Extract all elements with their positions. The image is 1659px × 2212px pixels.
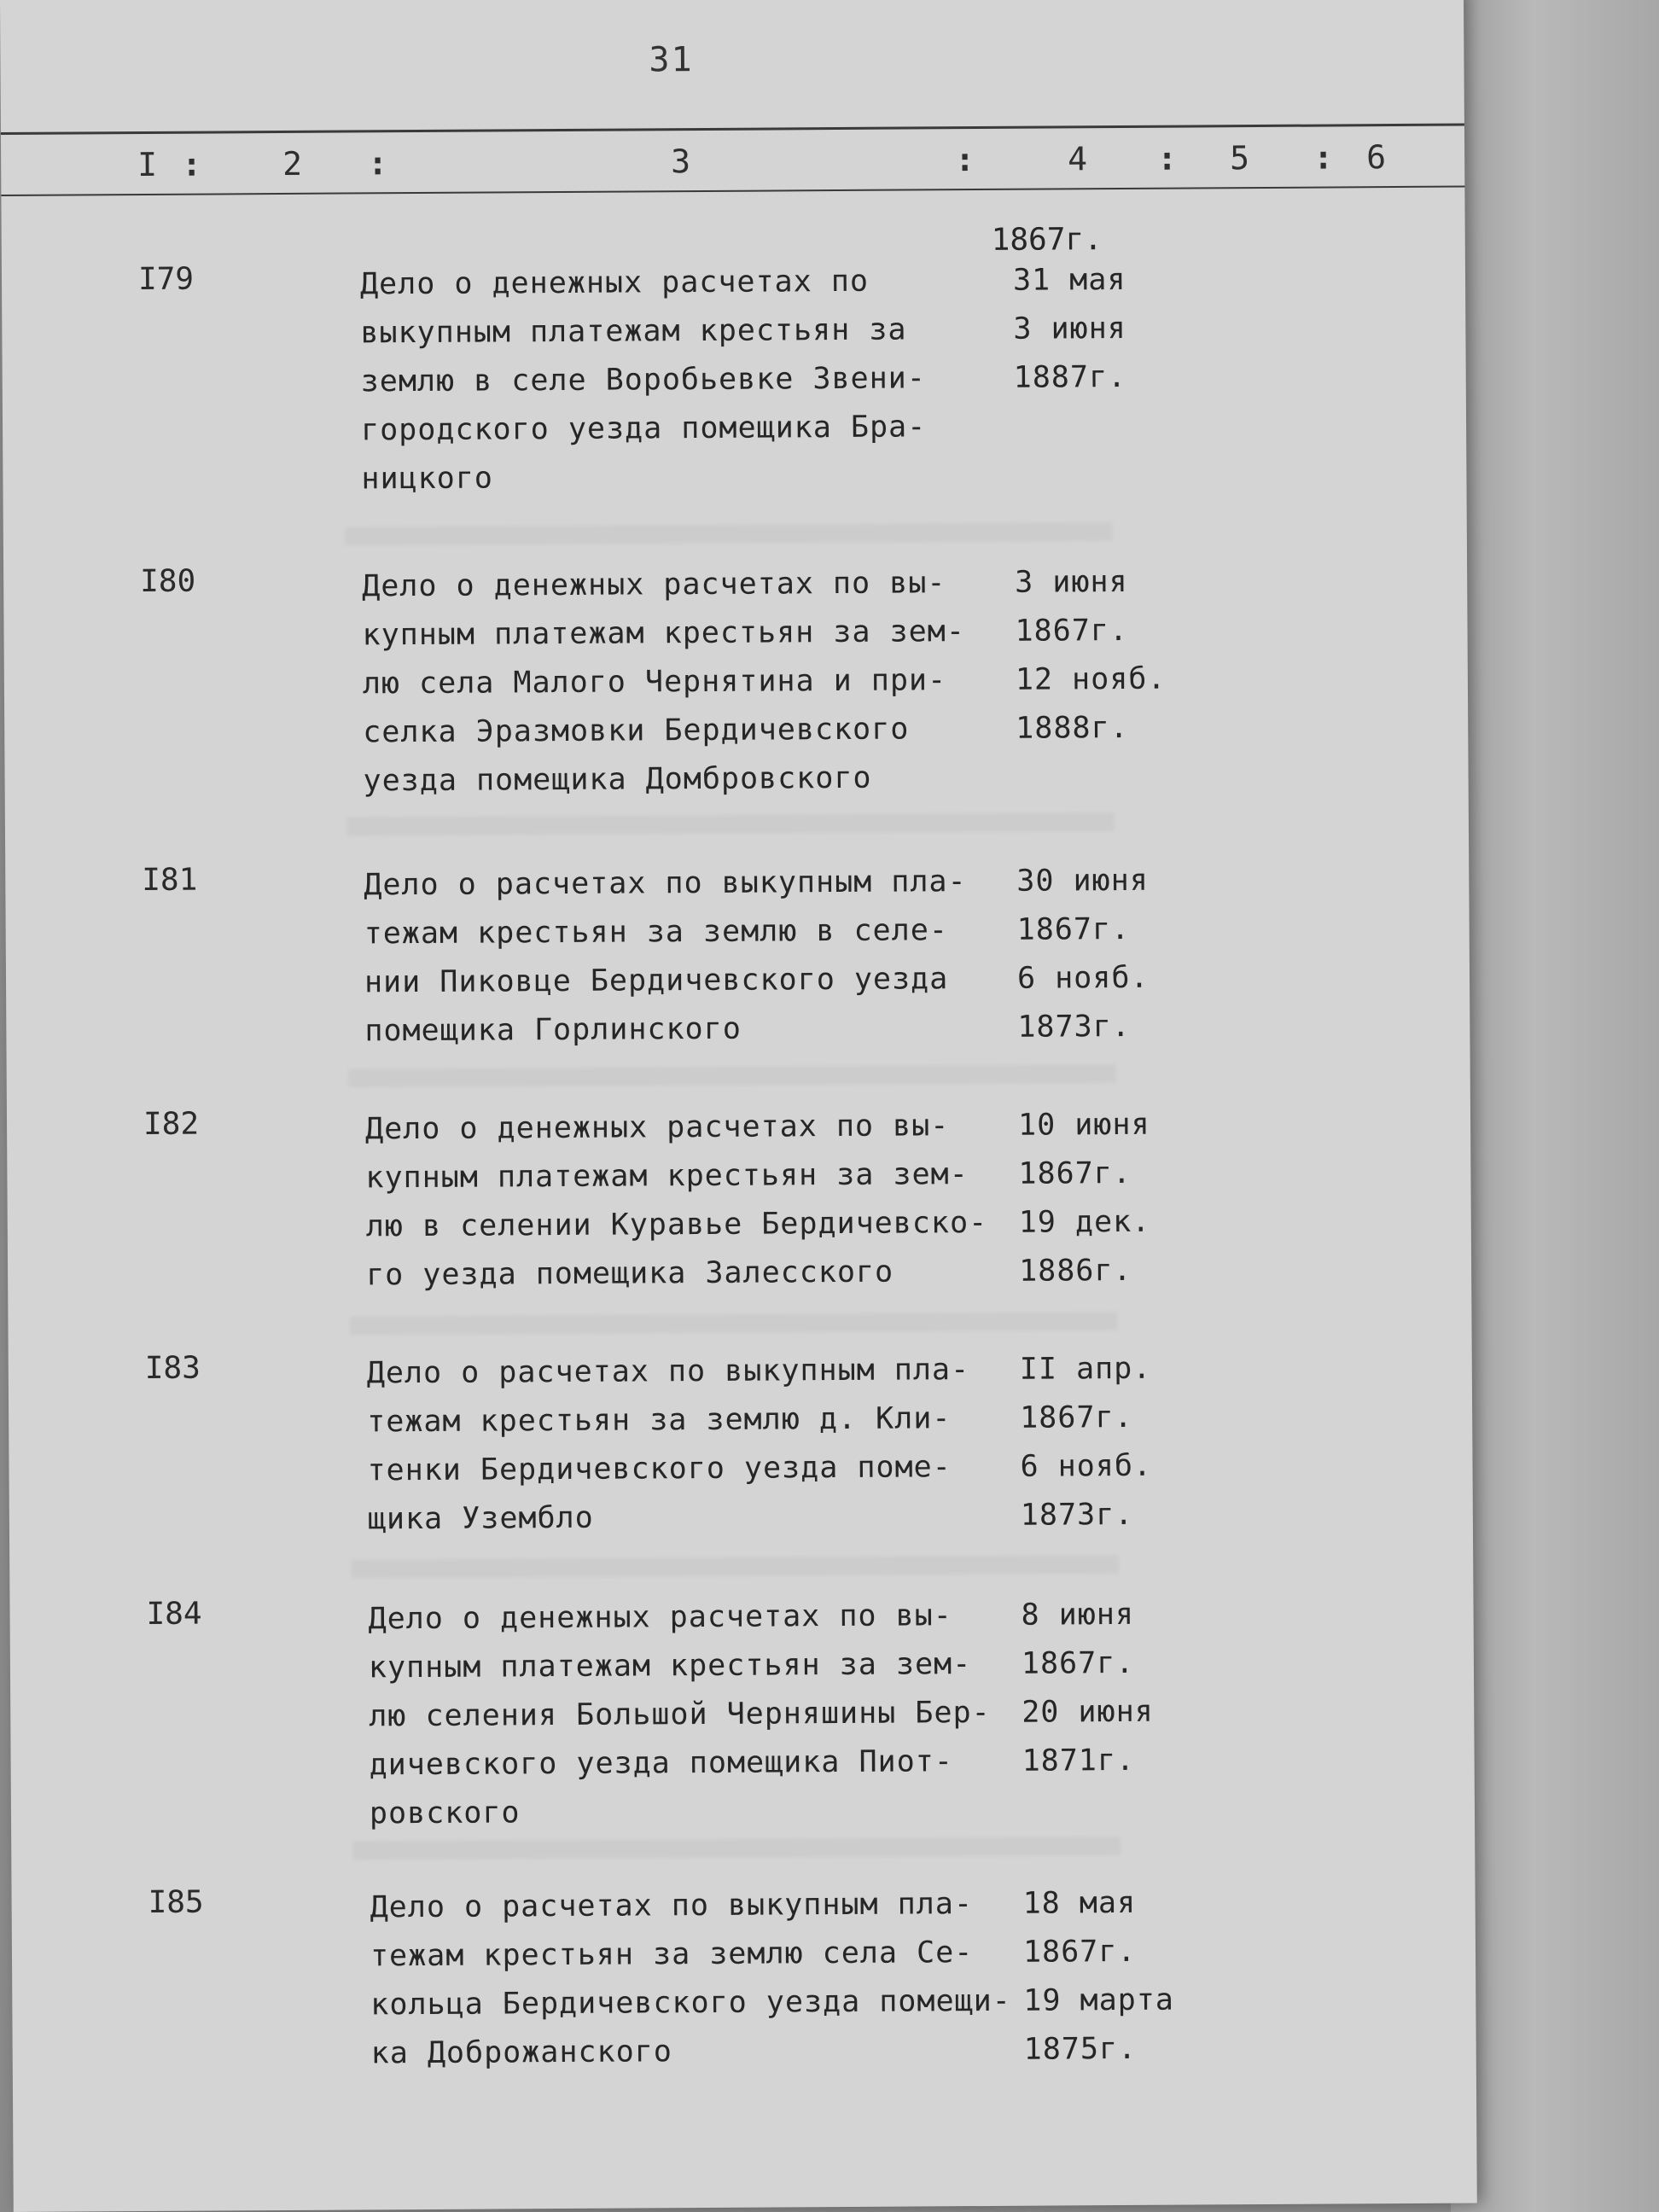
- date-line: 1873г.: [1017, 1009, 1131, 1045]
- date-line: 19 марта: [1023, 1982, 1175, 2018]
- entry-dates: [1022, 1878, 1228, 2074]
- entry-dates: [1020, 1344, 1225, 1540]
- inventory-entry: [12, 1877, 1476, 2071]
- column-header-2: 2: [282, 144, 303, 183]
- entry-title: Дело о расчетах по выкупным пла- тежам крестьян за землю села Се- кольца Бердичевского уезда помещи- ка Доброжанского: [370, 1887, 1011, 2071]
- column-separator: :: [955, 141, 975, 179]
- column-header-5: 5: [1230, 139, 1250, 178]
- date-line: 1867г.: [1016, 911, 1131, 947]
- entry-title: Дело о денежных расчетах по вы- купным платежам крестьян за зем- лю села Малого Чернятина и при- селка Эразмовки Бердичевского уезда помещика Домбровского: [362, 566, 965, 799]
- year-header: 1867г.: [991, 222, 1103, 258]
- inventory-entry: [3, 556, 1467, 799]
- inventory-entry: [2, 254, 1465, 497]
- entry-number: I83: [144, 1350, 201, 1386]
- entry-number: I80: [140, 563, 196, 600]
- date-line: 18 мая: [1022, 1885, 1137, 1921]
- show-through-text: [352, 1837, 1121, 1860]
- header-rule-top: [1, 124, 1464, 135]
- column-header-1: I: [137, 145, 158, 184]
- entry-dates: [1021, 1590, 1226, 1785]
- date-line: 30 июня: [1016, 863, 1149, 899]
- date-line: 1867г.: [1021, 1645, 1135, 1681]
- underlying-page-edge: [1451, 0, 1659, 2212]
- inventory-entry: [9, 1588, 1473, 1831]
- date-line: 8 июня: [1021, 1597, 1135, 1633]
- date-line: 6 нояб.: [1016, 960, 1150, 996]
- entry-title: Дело о расчетах по выкупным пла- тежам крестьян за землю д. Кли- тенки Бердичевского уезда поме- щика Узембло: [366, 1353, 970, 1537]
- entry-title: Дело о расчетах по выкупным пла- тежам крестьян за землю в селе- нии Пиковце Бердичевского уезда помещика Горлинского: [364, 864, 967, 1049]
- date-line: 1867г.: [1020, 1400, 1133, 1435]
- date-line: 10 июня: [1017, 1107, 1150, 1143]
- entry-title: Дело о денежных расчетах по вы- купным платежам крестьян за зем- лю селения Большой Черняшины Бер- дичевского уезда помещика Пиот- ровского: [368, 1598, 991, 1831]
- date-line: 1867г.: [1018, 1155, 1132, 1191]
- entry-number: I81: [142, 862, 198, 899]
- entry-title: Дело о денежных расчетах по выкупным платежам крестьян за землю в селе Воробьевке Звени- городского уезда помещика Бра- ницкого: [359, 264, 927, 497]
- show-through-text: [346, 812, 1115, 835]
- date-line: 1886г.: [1019, 1253, 1132, 1289]
- column-separator: :: [1313, 138, 1334, 177]
- date-line: 1867г.: [1015, 613, 1129, 649]
- date-line: 3 июня: [1015, 564, 1128, 600]
- entry-number: I79: [137, 261, 195, 298]
- date-line: 1867г.: [1022, 1934, 1137, 1970]
- date-line: 19 дек.: [1018, 1204, 1151, 1240]
- entry-title: Дело о денежных расчетах по вы- купным платежам крестьян за зем- лю в селении Куравье Бердичевско- го уезда помещика Залесского: [364, 1109, 988, 1293]
- date-line: 1887г.: [1013, 359, 1127, 395]
- date-line: 1875г.: [1023, 2031, 1138, 2067]
- entry-dates: [1016, 856, 1222, 1051]
- entry-dates: [1015, 557, 1220, 753]
- show-through-text: [351, 1555, 1119, 1578]
- entry-dates: [1013, 255, 1219, 402]
- date-line: 3 июня: [1013, 311, 1126, 346]
- page-number: 31: [649, 40, 694, 80]
- entry-dates: [1018, 1100, 1224, 1295]
- column-header-3: 3: [671, 143, 691, 181]
- date-line: 31 мая: [1012, 262, 1126, 298]
- show-through-text: [348, 1064, 1116, 1087]
- date-line: 1871г.: [1022, 1743, 1136, 1778]
- date-line: 1873г.: [1020, 1497, 1134, 1533]
- entry-number: I84: [146, 1596, 202, 1632]
- column-separator: :: [1157, 139, 1178, 178]
- inventory-entry: [9, 1342, 1472, 1537]
- inventory-entry: [7, 1098, 1470, 1293]
- date-line: 20 июня: [1022, 1694, 1154, 1730]
- header-rule-bottom: [1, 186, 1464, 196]
- show-through-text: [345, 522, 1113, 545]
- column-separator: :: [368, 144, 388, 183]
- entry-number: I82: [143, 1106, 200, 1142]
- column-header-6: 6: [1366, 138, 1387, 177]
- date-line: 6 нояб.: [1020, 1448, 1153, 1484]
- column-header-4: 4: [1068, 140, 1088, 178]
- column-separator: :: [182, 145, 202, 183]
- entry-number: I85: [148, 1884, 204, 1920]
- show-through-text: [349, 1312, 1117, 1335]
- date-line: II апр.: [1019, 1351, 1152, 1387]
- inventory-entry: [5, 855, 1469, 1049]
- date-line: 1888г.: [1016, 710, 1129, 746]
- date-line: 12 нояб.: [1015, 661, 1167, 697]
